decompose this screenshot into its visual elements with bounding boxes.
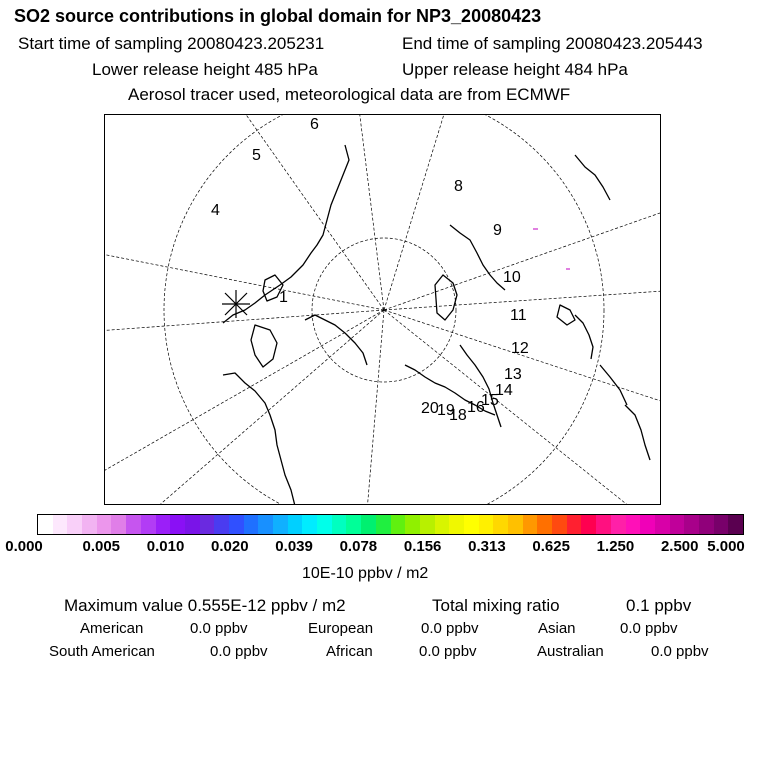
trajectory-label: 19 <box>437 402 455 419</box>
colorbar-cell <box>552 515 567 534</box>
meridian-line <box>125 310 384 505</box>
coastline-africa <box>575 155 610 200</box>
colorbar-cell <box>170 515 185 534</box>
colorbar-cell <box>185 515 200 534</box>
colorbar-cell <box>493 515 508 534</box>
european-value: 0.0 ppbv <box>421 620 479 637</box>
colorbar-tick-label: 0.156 <box>403 538 442 555</box>
trajectory-label: 20 <box>421 400 439 417</box>
colorbar-tick-label: 0.005 <box>82 538 121 555</box>
data-source-note: Aerosol tracer used, meteorological data are from ECMWF <box>128 85 571 104</box>
meridian-line <box>335 115 384 310</box>
meridian-line <box>105 115 384 310</box>
colorbar-tick-label: 0.625 <box>532 538 570 555</box>
start-time-text: Start time of sampling 20080423.205231 <box>18 34 325 53</box>
trajectory-label: 16 <box>467 399 485 416</box>
meridian-line <box>105 310 384 345</box>
colorbar-cell <box>523 515 538 534</box>
trajectory-label: 15 <box>481 392 499 409</box>
colorbar-tick-label: 0.010 <box>146 538 185 555</box>
colorbar-tick-label: 0.313 <box>468 538 506 555</box>
trajectory-labels <box>211 116 529 424</box>
colorbar-cell <box>82 515 97 534</box>
trajectory-label: 1 <box>279 289 288 306</box>
colorbar-cell <box>53 515 68 534</box>
african-value: 0.0 ppbv <box>419 643 477 660</box>
colorbar-cell <box>611 515 626 534</box>
colorbar-cell <box>537 515 552 534</box>
colorbar-cell <box>156 515 171 534</box>
colorbar-cell <box>567 515 582 534</box>
asterisk-icon <box>222 290 250 318</box>
trajectory-label: 6 <box>310 116 319 133</box>
trajectory-label: 5 <box>252 147 261 164</box>
colorbar-cell <box>714 515 729 534</box>
colorbar-tick-label: 1.250 <box>596 538 635 555</box>
colorbar-cell <box>405 515 420 534</box>
colorbar-cell <box>420 515 435 534</box>
colorbar-tick-label: 0.020 <box>211 538 249 555</box>
colorbar-cell <box>508 515 523 534</box>
colorbar-cell <box>200 515 215 534</box>
american-value: 0.0 ppbv <box>190 620 248 637</box>
african-label: African <box>326 643 373 660</box>
max-value-text: Maximum value 0.555E-12 ppbv / m2 <box>64 596 346 615</box>
colorbar-cell <box>346 515 361 534</box>
colorbar-cell <box>449 515 464 534</box>
australian-label: Australian <box>537 643 604 660</box>
colorbar-cell <box>728 515 743 534</box>
meridian-line <box>105 310 384 505</box>
colorbar-cell <box>464 515 479 534</box>
colorbar-cell <box>317 515 332 534</box>
meridian-line <box>384 280 661 310</box>
asian-label: Asian <box>538 620 576 637</box>
colorbar-cell <box>655 515 670 534</box>
colorbar-cell <box>38 515 53 534</box>
colorbar-cell <box>391 515 406 534</box>
colorbar-cell <box>435 515 450 534</box>
colorbar-tick-label: 0.078 <box>339 538 378 555</box>
coastline-japan <box>575 315 593 359</box>
trajectory-label: 11 <box>510 307 527 324</box>
trajectory-label: 12 <box>511 340 529 357</box>
colorbar-cell <box>97 515 112 534</box>
trajectory-label: 14 <box>495 382 513 399</box>
trajectory-label: 4 <box>211 202 220 219</box>
coastline-arctic-archipelago <box>305 315 367 365</box>
polar-map <box>105 115 661 505</box>
asian-value: 0.0 ppbv <box>620 620 678 637</box>
colorbar-cell <box>626 515 641 534</box>
coastline-scandinavia <box>435 275 457 320</box>
total-mixing-value: 0.1 ppbv <box>626 596 692 615</box>
coastline-north-america-west <box>223 373 295 505</box>
colorbar-cell <box>376 515 391 534</box>
trajectory-label: 10 <box>503 269 521 286</box>
colorbar-cell <box>273 515 288 534</box>
colorbar-units: 10E-10 ppbv / m2 <box>302 565 429 582</box>
trajectory-label: 13 <box>504 366 522 383</box>
colorbar-cell <box>141 515 156 534</box>
colorbar-cell <box>111 515 126 534</box>
trajectory-label: 8 <box>454 178 463 195</box>
colorbar-cell <box>684 515 699 534</box>
meridian-line <box>365 310 384 505</box>
coastlines <box>223 145 650 505</box>
concentration-hotspot <box>533 228 538 230</box>
colorbar-tick-label: 0.000 <box>5 538 43 555</box>
coastline-hudson-bay <box>251 325 277 367</box>
meridian-line <box>384 310 661 455</box>
coastline-india <box>625 405 650 460</box>
trajectory-label: 9 <box>493 222 502 239</box>
colorbar-cell <box>288 515 303 534</box>
total-mixing-label: Total mixing ratio <box>432 596 560 615</box>
graticule <box>105 115 661 505</box>
colorbar-cell <box>670 515 685 534</box>
colorbar-cell <box>332 515 347 534</box>
meridian-line <box>384 115 505 310</box>
meridian-line <box>384 155 661 310</box>
colorbar-cell <box>244 515 259 534</box>
colorbar-cell <box>479 515 494 534</box>
colorbar-cell <box>581 515 596 534</box>
south-american-label: South American <box>49 643 155 660</box>
map-frame <box>104 114 661 505</box>
colorbar-cell <box>596 515 611 534</box>
colorbar-cell <box>67 515 82 534</box>
colorbar-cell <box>126 515 141 534</box>
european-label: European <box>308 620 374 637</box>
colorbar-tick-label: 2.500 <box>660 538 699 555</box>
colorbar <box>37 514 744 535</box>
australian-value: 0.0 ppbv <box>651 643 709 660</box>
colorbar-cell <box>214 515 229 534</box>
colorbar-cell <box>640 515 655 534</box>
colorbar-tick-label: 5.000 <box>707 538 745 555</box>
page-title: SO2 source contributions in global domain for NP3_20080423 <box>14 6 542 26</box>
colorbar-cell <box>699 515 714 534</box>
colorbar-cell <box>258 515 273 534</box>
upper-release-text: Upper release height 484 hPa <box>402 60 628 79</box>
coastline-south-asia <box>600 365 627 405</box>
trajectory-label: 18 <box>449 407 467 424</box>
coastline-island <box>557 305 575 325</box>
lower-release-text: Lower release height 485 hPa <box>92 60 318 79</box>
american-label: American <box>80 620 144 637</box>
colorbar-cell <box>302 515 317 534</box>
colorbar-cell <box>229 515 244 534</box>
end-time-text: End time of sampling 20080423.205443 <box>402 34 703 53</box>
colorbar-tick-label: 0.039 <box>275 538 313 555</box>
south-american-value: 0.0 ppbv <box>210 643 268 660</box>
concentration-hotspot <box>566 268 570 270</box>
colorbar-cell <box>361 515 376 534</box>
